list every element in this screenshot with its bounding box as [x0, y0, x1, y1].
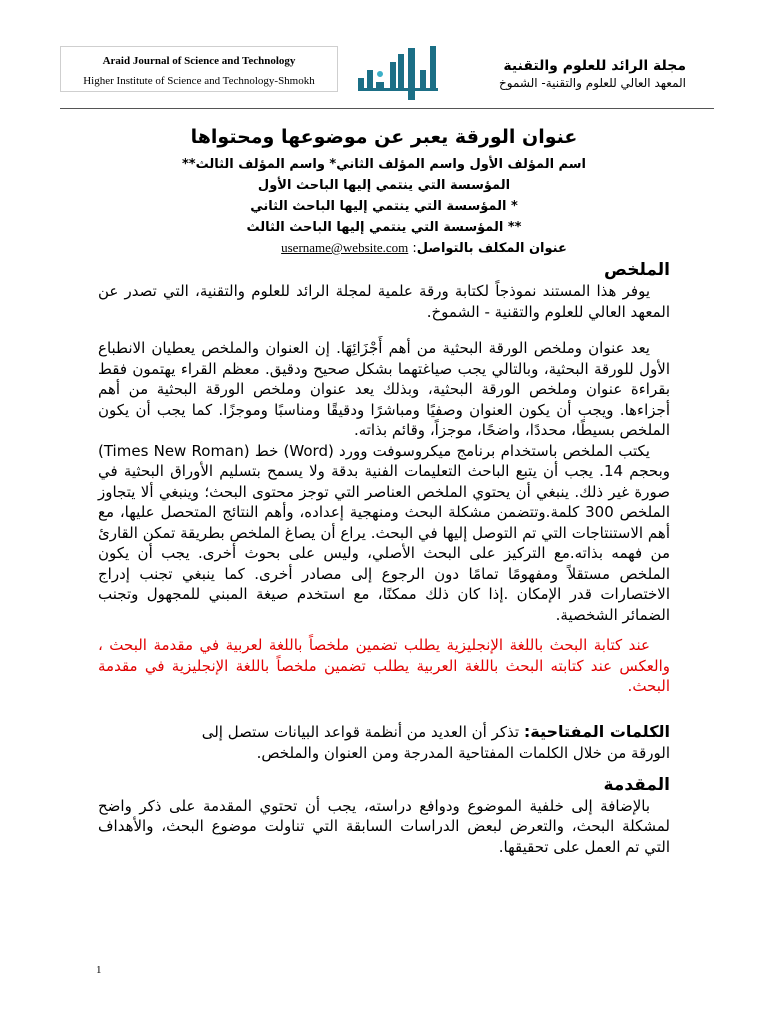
affiliation-1: المؤسسة التي ينتمي إليها الباحث الأول — [257, 178, 511, 193]
contact-label: عنوان المكلف بالتواصل — [416, 241, 567, 256]
affiliation-2: * المؤسسة التي ينتمي إليها الباحث الثاني — [250, 199, 518, 214]
keywords-block — [200, 721, 670, 764]
affiliation-3: ** المؤسسة التي ينتمي إليها الباحث الثالث — [246, 220, 522, 235]
paper-body — [98, 126, 670, 857]
paper-title: عنوان الورقة يعبر عن موضوعها ومحتواها — [190, 126, 578, 148]
journal-header-arabic — [499, 58, 686, 90]
journal-header-english — [60, 46, 338, 92]
journal-name-en: Araid Journal of Science and Technology — [102, 55, 296, 67]
institute-name-ar: المعهد العالي للعلوم والتقنية- الشموخ — [499, 76, 686, 90]
abstract-note-red: عند كتابة البحث باللغة الإنجليزية يطلب تضمين ملخصاً باللغة لعربية في مقدمة البحث ، والعكس عند كتابته البحث باللغة العربية يطلب تضمين ملخصاً باللغة الإنجليزية في مقدمة البحث. — [98, 636, 670, 695]
abstract-heading: الملخص — [604, 260, 670, 280]
journal-name-ar: مجلة الرائد للعلوم والتقنية — [503, 58, 686, 74]
alraed-logo-icon — [350, 40, 450, 104]
page-number: 1 — [96, 964, 102, 976]
abstract-paragraph-3: يكتب الملخص باستخدام برنامج ميكروسوفت وورد (Word) خط (Times New Roman) وبحجم 14. يجب أن يتبع الباحث التعليمات الفنية بدقة ولا يسمح بتسليم الأوراق البحثية في صورة غير ذلك. ينبغي أن يحتوي الملخص العناصر التي توجز محتوى البحث؛ وينبغي ألا يتجاوز الملخص 300 كلمة.وتتضمن مشكلة البحث ومنهجية إعداده، وأهم النتائج المتحصل عليها، مع أهم الاستنتاجات التي تم التوصل إليها في البحث. يراع أن يصاغ الملخص بطريقة تمكن القارئ من فهمه بذاته.مع التركيز على البحث الأصلي، وليس على بحوث أخرى. يجب أن يكون الملخص مستقلاً ومفهومًا تمامًا دون الرجوع إلى مصادر أخرى. كما ينبغي تجنب إدراج الاختصارات قدر الإمكان .إذا كان ذلك ممكنًا، مع استخدم صيغة المبني للمجهول وتجنب الضمائر الشخصية. — [98, 441, 671, 624]
contact-line — [98, 238, 750, 259]
introduction-heading: المقدمة — [603, 774, 670, 795]
institute-name-en: Higher Institute of Science and Technology-Shmokh — [83, 75, 315, 87]
authors-line: اسم المؤلف الأول واسم المؤلف الثاني* واسم المؤلف الثالث** — [182, 157, 586, 172]
introduction-paragraph-1: بالإضافة إلى خلفية الموضوع ودوافع دراسته، يجب أن تحتوي المقدمة على ذكر واضح لمشكلة البحث، والتعرض لبعض الدراسات السابقة التي تناولت موضوع البحث، والأهداف التي تم العمل على تحقيقها. — [98, 796, 670, 856]
keywords-label: الكلمات المفتاحية: — [523, 721, 670, 741]
keywords-text: تذكر أن العديد من أنظمة قواعد البيانات ستصل إلى الورقة من خلال الكلمات المفتاحية المدرجة ومن العنوان والملخص. — [201, 722, 670, 762]
contact-separator: : — [412, 241, 417, 256]
abstract-paragraph-2: يعد عنوان وملخص الورقة البحثية من أهم أَجْزَائِهَا. إن العنوان والملخص يعطيان الانطباع الأول للورقة البحثية، وبالتالي يجب صياغتهما بشكل صحيح ودقيق. معظم القراء يهتمون فقط بقراءة عنوان وملخص الورقة البحثية، وبذلك يعد عنوان وملخص الورقة البحثية من أهم أجزاءها. ويجب أن يكون العنوان وصفيًا ومباشرًا ودقيقًا ومناسبًا وموجزًا. كما يجب أن يكون الملخص بسيطًا، محددًا، واضحًا، موجزاً، وقائم بذاته. — [98, 339, 670, 439]
abstract-paragraph-1: يوفر هذا المستند نموذجاً لكتابة ورقة علمية لمجلة الرائد للعلوم والتقنية، التي تصدر عن المعهد العالي للعلوم والتقنية - الشموخ. — [98, 282, 670, 321]
header-divider — [60, 108, 714, 109]
contact-email-link[interactable]: username@website.com — [281, 240, 409, 255]
